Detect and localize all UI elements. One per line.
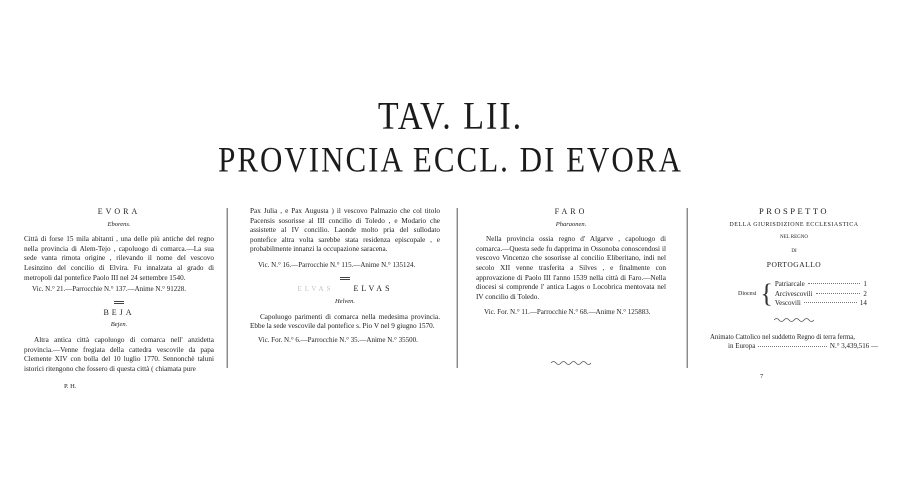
diocese-stats-elvas: Vic. For. N.° 6.—Parrocchie N.° 35.—Anime N.° 35500.: [258, 335, 418, 344]
column-rule: [686, 208, 688, 368]
diocese-text-elvas: Capoluogo parimenti di comarca nella medesima provincia. Ebbe la sede vescovile dal pontefice s. Pio V nel 9 giugno 1570.: [250, 312, 440, 331]
prospetto-country: PORTOGALLO: [766, 260, 822, 270]
column-faro: [476, 207, 666, 366]
column-rule: [226, 208, 228, 368]
plate-title: PROVINCIA ECCL. DI EVORA: [218, 139, 683, 180]
diocese-text-beja-continued: Pax Julia , e Pax Augusta ) il vescovo Palmazio che col titolo Pacensis sosorisse al III concilio di Toledo , e Modario che assistette al IV concilio. Laonde molto pria del sullodato pontefice altra volta sarebbe stata residenza episcopale , e probabilmente innanzi la occupazione saracena.: [250, 207, 440, 254]
prospetto-di: DI: [791, 248, 797, 254]
page-signature: P. H.: [64, 383, 77, 391]
diocese-name-elvas: ELVAS: [353, 283, 393, 293]
diocese-latin-elvas: Helven.: [334, 298, 356, 306]
diocesi-row-patriarcale: Patriarcale 1: [774, 279, 867, 288]
plate-number: TAV. LII.: [377, 95, 524, 138]
column-elvas: [250, 207, 440, 346]
diocese-stats-faro: Vic. For. N.° 11.—Parrocchie N.° 68.—Anime N.° 125883.: [484, 308, 651, 317]
animato-line2: in Europa N.° 3,439,516 —: [728, 342, 878, 351]
animato-line1: Animato Cattolico nel suddetto Regno di terra ferma,: [710, 333, 855, 341]
separator: [114, 301, 124, 304]
diocese-stats-evora: Vic. N.° 21.—Parrocchie N.° 137.—Anime N.° 91228.: [32, 285, 186, 294]
column-evora: [24, 207, 214, 392]
faded-text: ELVAS: [297, 284, 334, 293]
diocese-name-evora: EVORA: [97, 207, 141, 216]
diocese-text-beja: Altra antica città capoluogo di comarca nell' anzidetta provincia.—Venne fregiata della cattedra vescovile da papa Clemente XIV con bolla del 10 luglio 1770. Sennonchè taluni istorici ritengono che fossero di questa città ( chiamata pure: [24, 335, 214, 373]
column-prospetto: [710, 207, 878, 382]
diocese-stats-beja: Vic. N.° 16.—Parrocchie N.° 115.—Anime N.° 135124.: [258, 260, 416, 269]
column-rule: [456, 208, 458, 368]
wavy-ornament-icon: [551, 360, 591, 366]
diocesi-row-vescovili: Vescovili 14: [774, 299, 867, 308]
separator: [340, 277, 350, 280]
diocesi-row-arcivescovili: Arcivescovili 2: [774, 289, 867, 298]
wavy-ornament-icon: [774, 317, 814, 323]
page-number: 7: [760, 372, 764, 380]
prospetto-title: PROSPETTO: [758, 206, 830, 216]
prospetto-nel-regno: NEL REGNO: [779, 235, 808, 241]
brace-icon: {: [760, 279, 773, 309]
diocesi-label: Diocesi: [738, 290, 757, 297]
diocese-name-faro: FARO: [554, 207, 588, 216]
prospetto-subtitle: DELLA GIURISDIZIONE ECCLESIASTICA: [729, 221, 859, 228]
diocese-latin-evora: Eborens.: [107, 220, 131, 228]
diocese-name-beja: BEJA: [103, 307, 135, 317]
diocese-text-faro: Nella provincia ossia regno d' Algarve , capoluogo di comarca.—Questa sede fu dapprima in Ossonoba conoscendosi il vescovo Vincenzo che sosorisse al concilio Eliberitano, indi nel secolo XII venne trasferita a Silves , e finalmente con approvazione di Paolo III l'anno 1539 nella città di Faro.—Nella diocesi si comprende l' antica Lagos o Locobrica mentovata nel IV concilio di Toledo.: [476, 235, 666, 301]
diocese-latin-beja: Bejen.: [110, 321, 128, 329]
diocese-text-evora: Città di forse 15 mila abitanti , una delle più antiche del regno nella provincia di Alem-Tejo , capoluogo di comarca.—La sua sede vanta rimota origine , rilevando il nome del vescovo Lesinzino del concilio di Elvira. Fu innalzata al grado di metropoli dal pontefice Paolo III nel 24 settembre 1540.: [24, 235, 214, 282]
diocese-latin-faro: Pharaonen.: [555, 220, 587, 228]
